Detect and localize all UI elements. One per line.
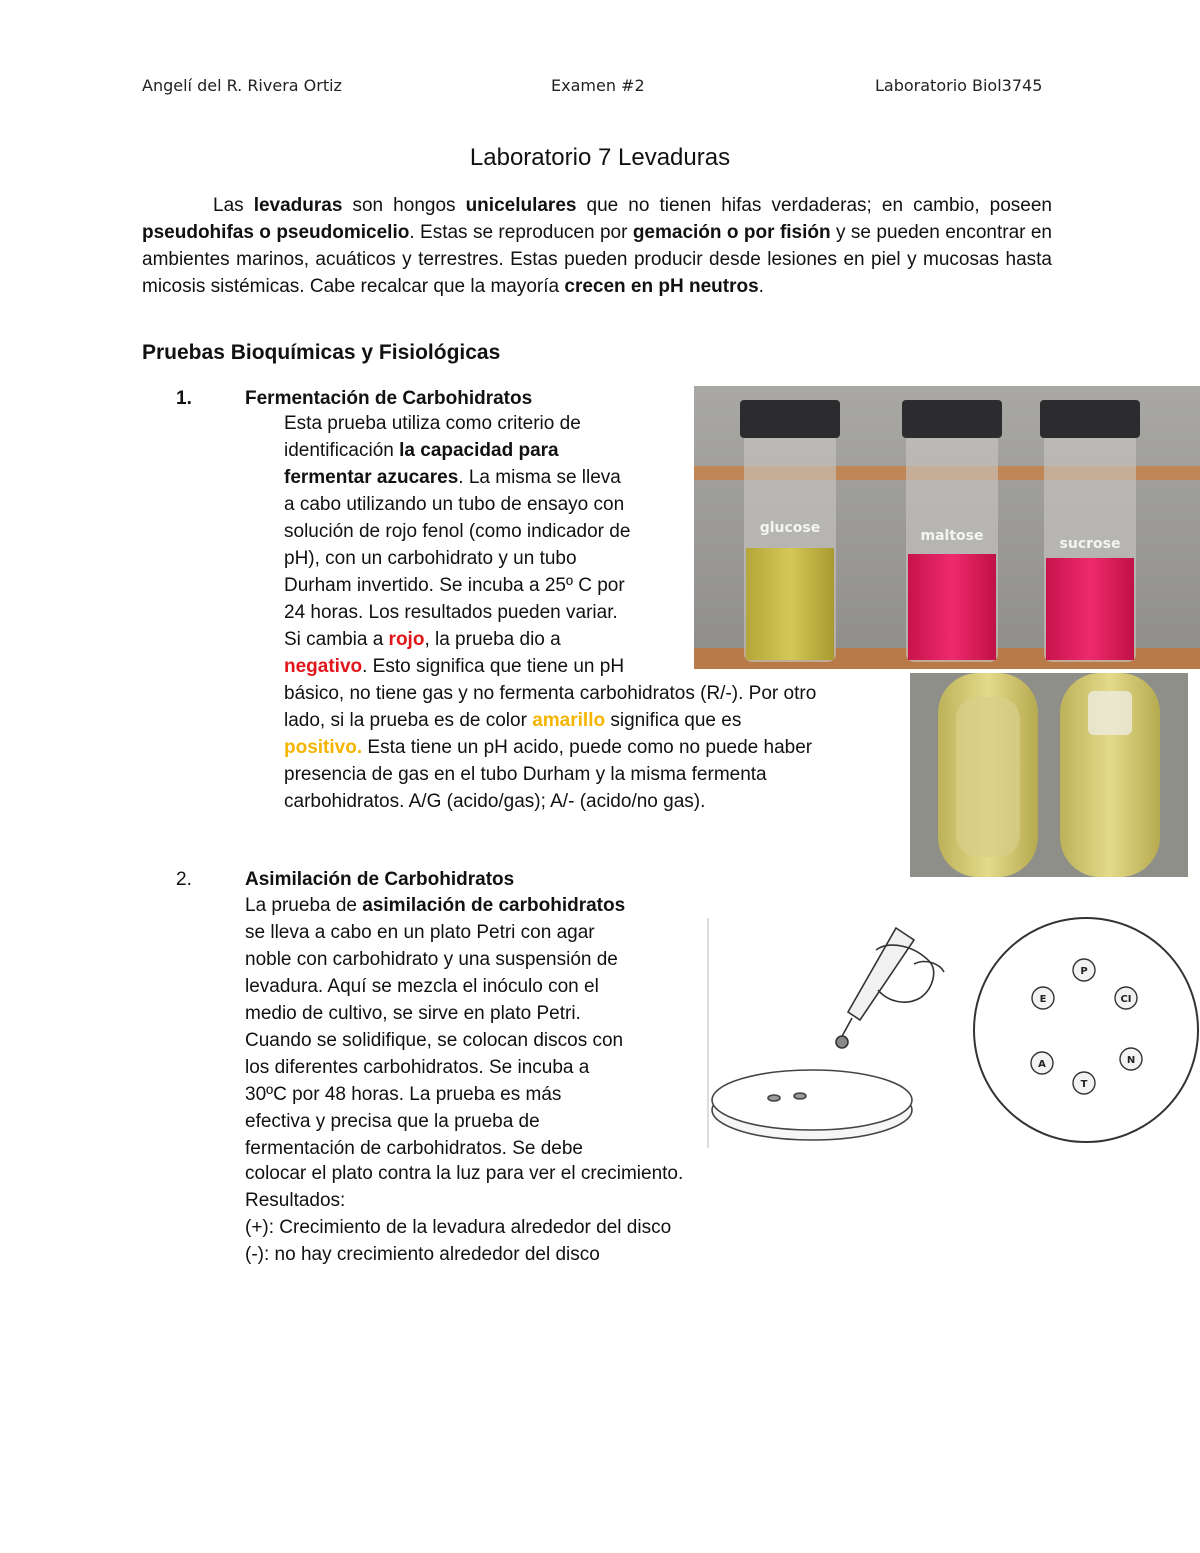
disc-P	[1073, 959, 1095, 981]
item1-line: básico, no tiene gas y no fermenta carbohidratos (R/-). Por otro	[284, 683, 817, 704]
svg-text:glucose: glucose	[759, 520, 821, 536]
fermentation-tubes-photo	[694, 386, 1200, 669]
disc-A	[1031, 1052, 1053, 1074]
svg-text:A: A	[1038, 1059, 1046, 1070]
header-course: Laboratorio Biol3745	[875, 76, 1043, 95]
item2-line: fermentación de carbohidratos. Se debe	[245, 1138, 583, 1159]
tube-label-maltose	[921, 528, 984, 544]
disc-N	[1120, 1048, 1142, 1070]
header-author: Angelí del R. Rivera Ortiz	[142, 76, 342, 95]
yellow-text: amarillo	[532, 710, 606, 731]
item2-line: levadura. Aquí se mezcla el inóculo con el	[245, 976, 599, 997]
item2-heading: Asimilación de Carbohidratos	[245, 869, 515, 890]
item2-number: 2.	[176, 869, 192, 890]
item2-line: (-): no hay crecimiento alrededor del disco	[245, 1244, 600, 1265]
negative-text: negativo	[284, 656, 363, 677]
disc-CI	[1115, 987, 1137, 1009]
item2-line: (+): Crecimiento de la levadura alrededor del disco	[245, 1217, 672, 1238]
item2-line: Resultados:	[245, 1190, 346, 1211]
item2-line: noble con carbohidrato y una suspensión de	[245, 949, 618, 970]
positive-text: positivo.	[284, 737, 363, 758]
item1-line: Esta prueba utiliza como criterio de	[284, 413, 581, 434]
item2-line: los diferentes carbohidratos. Se incuba a	[245, 1057, 590, 1078]
item1-line: Durham invertido. Se incuba a 25º C por	[284, 575, 625, 596]
item1-line: a cabo utilizando un tubo de ensayo con	[284, 494, 625, 515]
item1-line: lado, si la prueba es de color amarillo significa que es	[284, 710, 742, 731]
durham-tubes-photo	[910, 673, 1188, 877]
item1-heading: Fermentación de Carbohidratos	[245, 388, 533, 409]
page-title: Laboratorio 7 Levaduras	[469, 144, 731, 171]
item2-line: medio de cultivo, se sirve en plato Petri.	[245, 1003, 581, 1024]
svg-text:maltose: maltose	[920, 528, 984, 544]
tube-label-sucrose	[1060, 536, 1121, 552]
item1-line: identificación la capacidad para	[284, 440, 559, 461]
item2-line: se lleva a cabo en un plato Petri con agar	[245, 922, 595, 943]
header-exam: Examen #2	[551, 76, 645, 95]
item1-line: solución de rojo fenol (como indicador de	[284, 521, 631, 542]
svg-text:T: T	[1080, 1079, 1088, 1090]
item2-line: colocar el plato contra la luz para ver el crecimiento.	[245, 1163, 684, 1184]
item2-line: 30ºC por 48 horas. La prueba es más	[245, 1084, 562, 1105]
disc-T	[1073, 1072, 1095, 1094]
svg-text:CI: CI	[1120, 994, 1132, 1005]
section-title: Pruebas Bioquímicas y Fisiológicas	[142, 341, 501, 364]
item1-number: 1.	[176, 388, 192, 409]
item1-line: fermentar azucares. La misma se lleva	[284, 467, 621, 488]
item2-line: La prueba de asimilación de carbohidratos	[245, 895, 626, 916]
disc-E	[1032, 987, 1054, 1009]
item1-line: pH), con un carbohidrato y un tubo	[284, 548, 577, 569]
intro-paragraph: Las levaduras son hongos unicelulares que no tienen hifas verdaderas; en cambio, poseen pseudohifas o pseudomicelio. Estas se reproducen por gemación o por fisión y se pueden encontrar en ambientes marinos, acuáticos y terrestres. Estas pueden producir desde lesiones en piel y mucosas hasta micosis sistémicas. Cabe recalcar que la mayoría crecen en pH neutros.	[142, 195, 1052, 297]
svg-text:sucrose: sucrose	[1059, 536, 1121, 552]
item1-line: Si cambia a rojo, la prueba dio a	[284, 629, 561, 650]
red-text: rojo	[388, 629, 425, 650]
svg-text:P: P	[1080, 966, 1088, 977]
item2-line: efectiva y precisa que la prueba de	[245, 1111, 540, 1132]
item1-line: carbohidratos. A/G (acido/gas); A/- (acido/no gas).	[284, 791, 706, 812]
item1-line: 24 horas. Los resultados pueden variar.	[284, 602, 618, 623]
svg-text:N: N	[1126, 1055, 1136, 1066]
item1-line: negativo. Esto significa que tiene un pH	[284, 656, 625, 677]
item1-line: presencia de gas en el tubo Durham y la misma fermenta	[284, 764, 767, 785]
petri-plate-illustration	[700, 910, 1200, 1155]
item2-line: Cuando se solidifique, se colocan discos con	[245, 1030, 624, 1051]
item1-line: positivo. Esta tiene un pH acido, puede como no puede haber	[284, 737, 813, 758]
tube-label-glucose	[760, 520, 821, 536]
svg-text:E: E	[1039, 994, 1047, 1005]
